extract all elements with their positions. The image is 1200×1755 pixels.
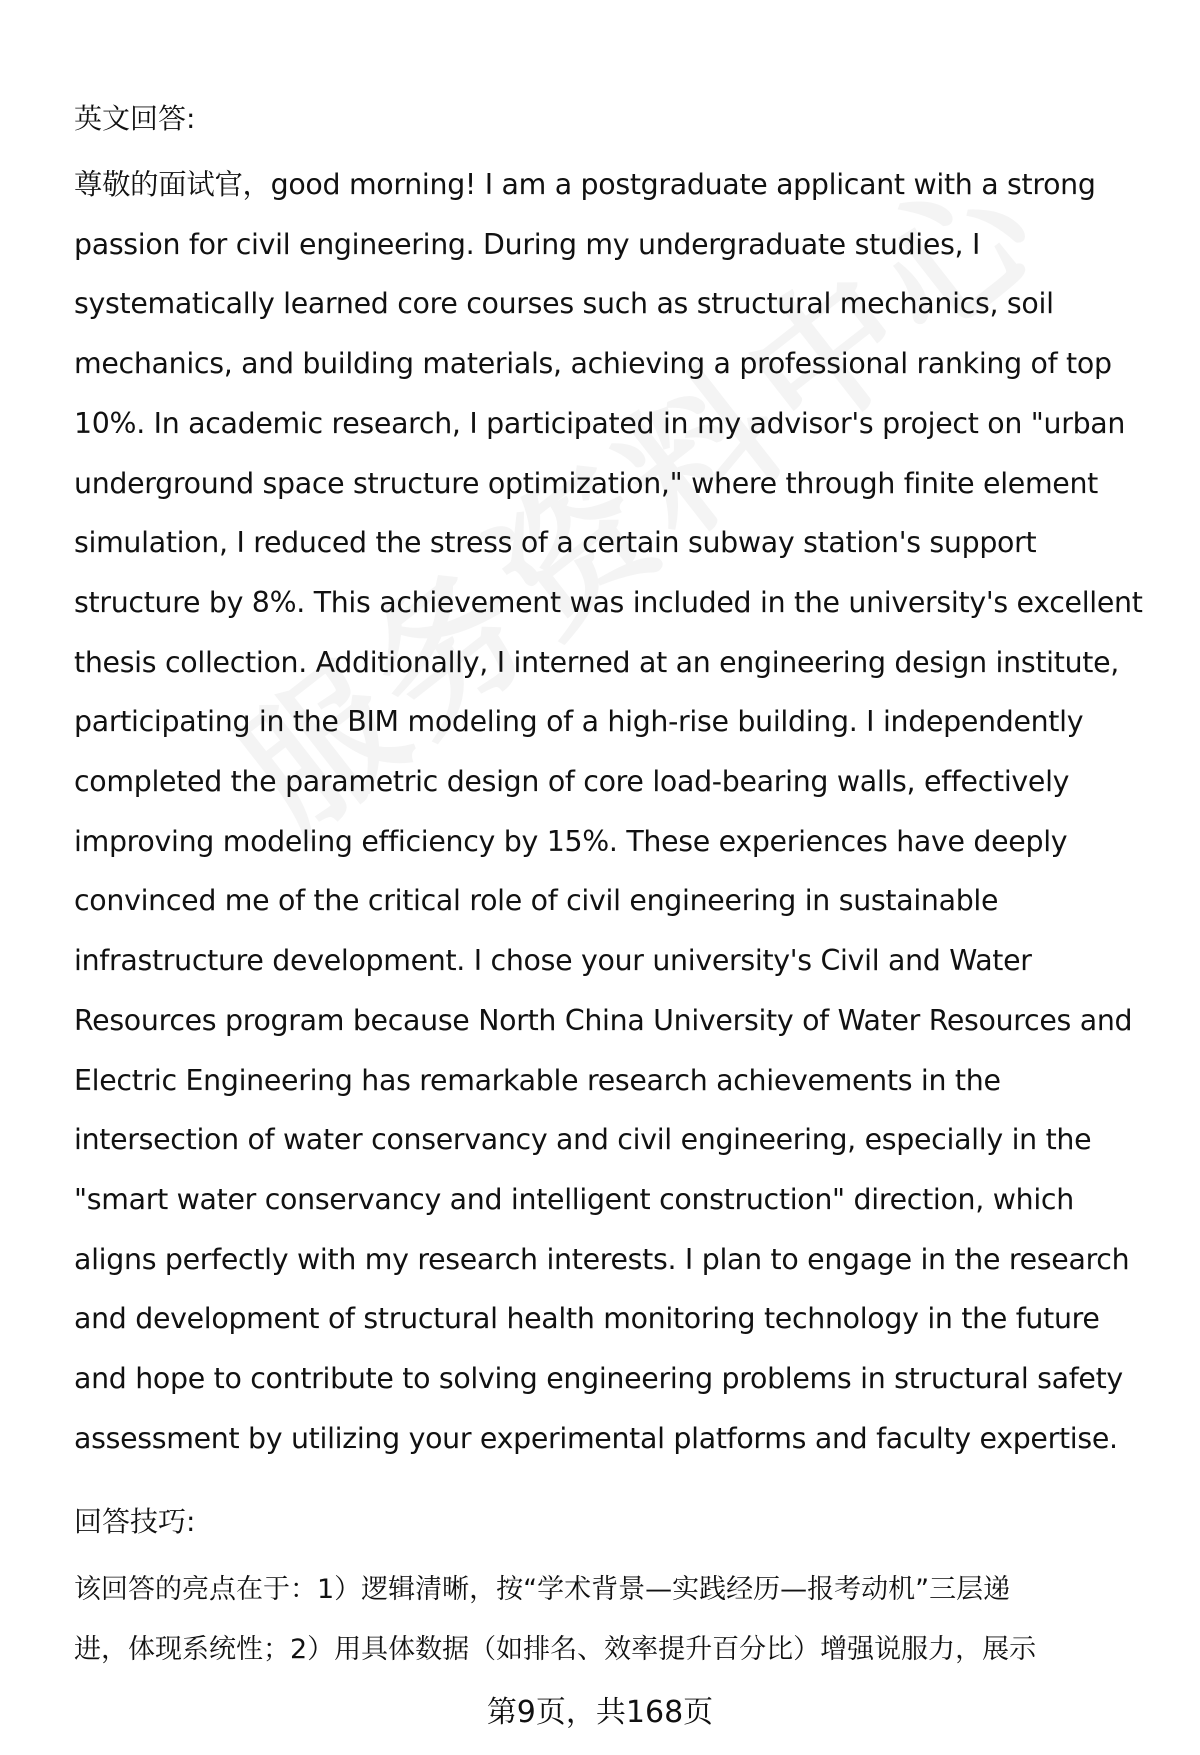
page-number-footer: 第9页，共168页 <box>486 1695 714 1730</box>
text-line: completed the parametric design of core load-bearing walls, effectively <box>74 765 1070 799</box>
text-line: aligns perfectly with my research interests. I plan to engage in the research <box>74 1242 1130 1276</box>
heading-english-answer: 英文回答: <box>74 102 196 135</box>
text-line: 尊敬的面试官，good morning! I am a postgraduate applicant with a strong <box>74 168 1096 201</box>
text-line: Resources program because North China University of Water Resources and <box>74 1003 1133 1037</box>
text-line: assessment by utilizing your experimental platforms and faculty expertise. <box>74 1421 1118 1455</box>
text-line: and hope to contribute to solving engineering problems in structural safety <box>74 1362 1123 1396</box>
text-line: and development of structural health monitoring technology in the future <box>74 1302 1100 1336</box>
answer-tips-paragraph <box>74 1560 1154 1680</box>
english-answer-paragraph <box>74 155 1154 1468</box>
text-line: simulation, I reduced the stress of a certain subway station's support <box>74 526 1037 560</box>
text-line: 进，体现系统性；2）用具体数据（如排名、效率提升百分比）增强说服力，展示 <box>74 1634 1037 1665</box>
text-line: underground space structure optimization," where through finite element <box>74 466 1098 500</box>
text-line: improving modeling efficiency by 15%. These experiences have deeply <box>74 824 1068 858</box>
text-line: participating in the BIM modeling of a high-rise building. I independently <box>74 705 1084 739</box>
text-line: 10%. In academic research, I participated in my advisor's project on "urban <box>74 406 1126 440</box>
text-line: infrastructure development. I chose your university's Civil and Water <box>74 944 1032 978</box>
text-line: 该回答的亮点在于：1）逻辑清晰，按“学术背景—实践经历—报考动机”三层递 <box>74 1574 1011 1605</box>
text-line: "smart water conservancy and intelligent construction" direction, which <box>74 1182 1074 1216</box>
heading-answer-tips: 回答技巧: <box>74 1505 196 1538</box>
text-line: systematically learned core courses such as structural mechanics, soil <box>74 287 1054 321</box>
text-line: mechanics, and building materials, achieving a professional ranking of top <box>74 347 1112 381</box>
text-line: convinced me of the critical role of civil engineering in sustainable <box>74 884 999 918</box>
text-line: passion for civil engineering. During my undergraduate studies, I <box>74 227 981 261</box>
text-line: Electric Engineering has remarkable research achievements in the <box>74 1063 1001 1097</box>
text-line: intersection of water conservancy and civil engineering, especially in the <box>74 1123 1092 1157</box>
text-line: thesis collection. Additionally, I interned at an engineering design institute, <box>74 645 1119 679</box>
text-line: structure by 8%. This achievement was included in the university's excellent <box>74 585 1143 619</box>
